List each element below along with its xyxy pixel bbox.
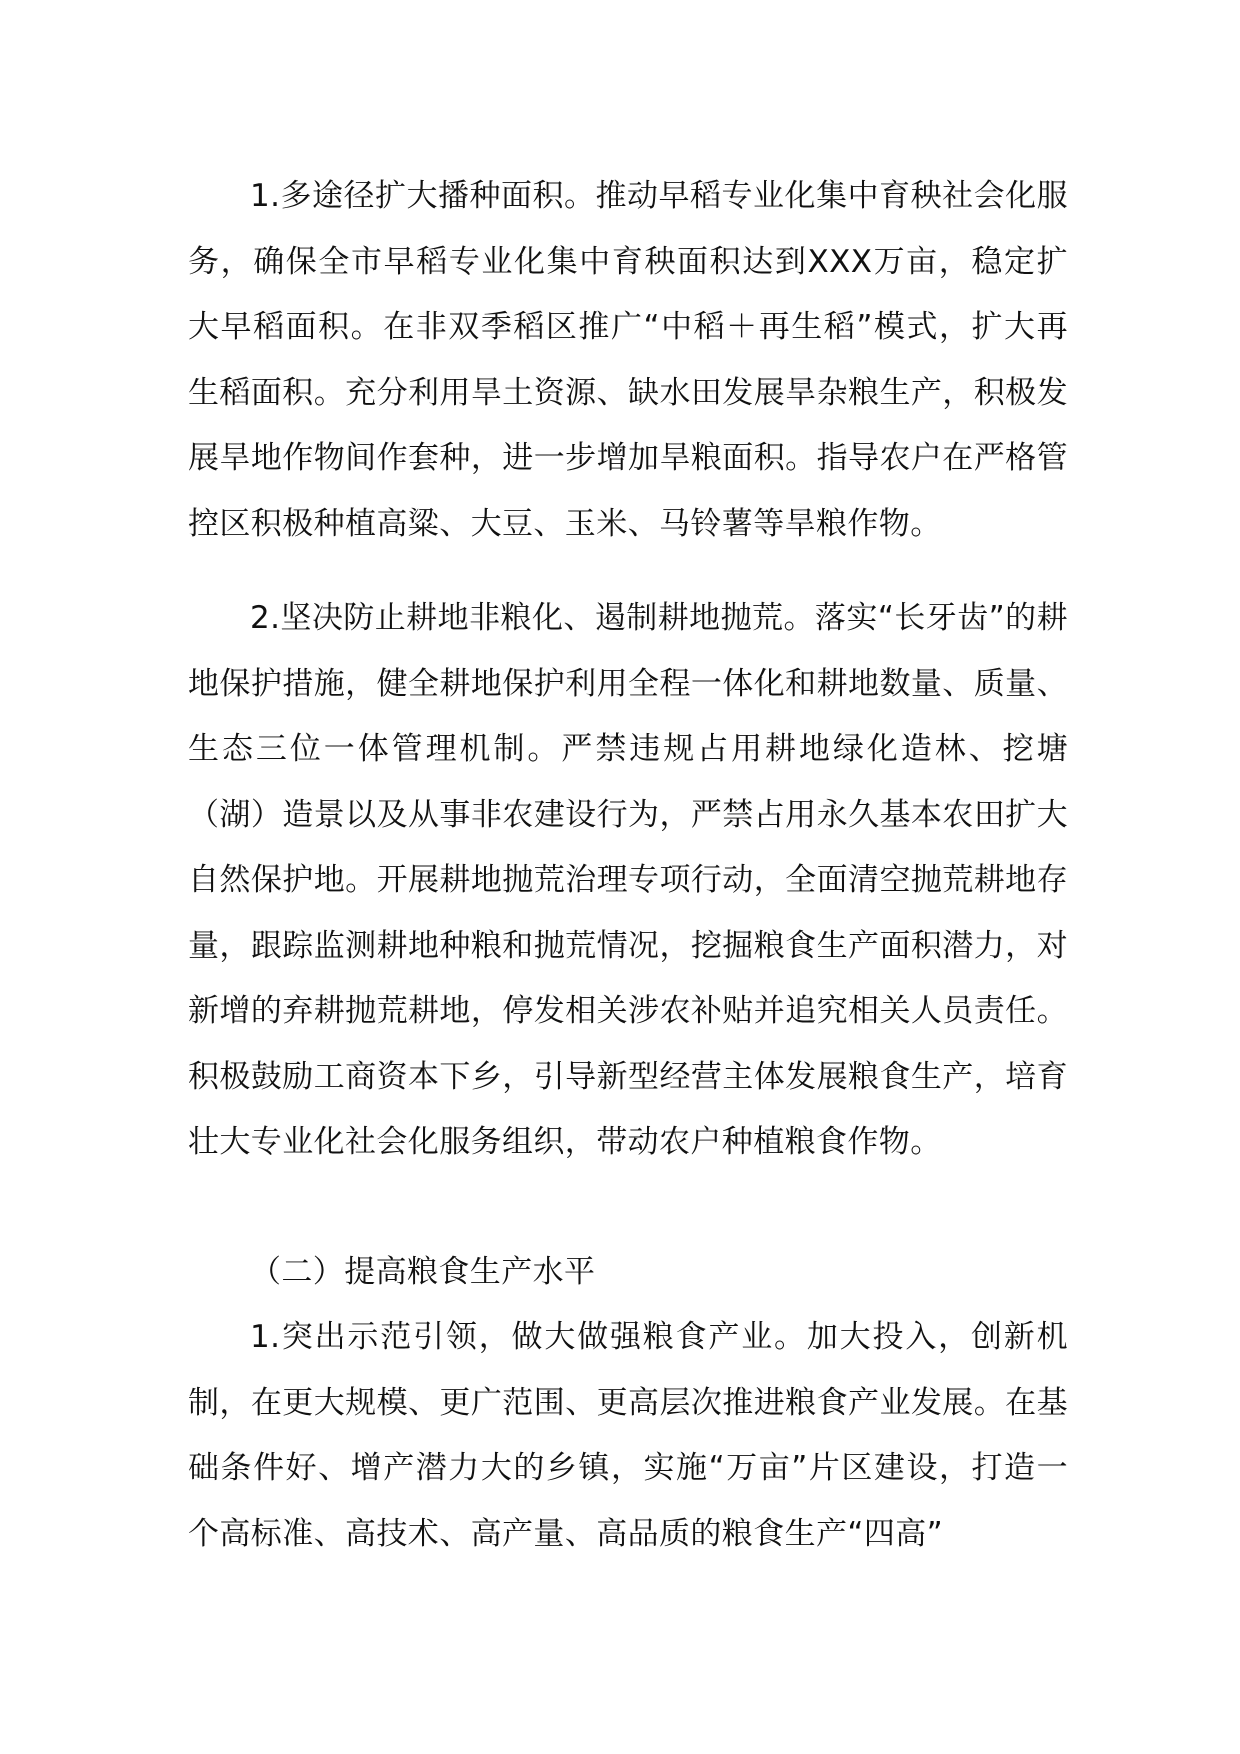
paragraph-prevent-farmland-abandonment: 2.坚决防止耕地非粮化、遏制耕地抛荒。落实“长牙齿”的耕地保护措施，健全耕地保护利用全程一体化和耕地数量、质量、生态三位一体管理机制。严禁违规占用耕地绿化造林、挖塘（湖）造景以及从事非农建设行为，严禁占用永久基本农田扩大自然保护地。开展耕地抛荒治理专项行动，全面清空抛荒耕地存量，跟踪监测耕地种粮和抛荒情况，挖掘粮食生产面积潜力，对新增的弃耕抛荒耕地，停发相关涉农补贴并追究相关人员责任。积极鼓励工商资本下乡，引导新型经营主体发展粮食生产，培育壮大专业化社会化服务组织，带动农户种植粮食作物。 <box>188 600 1068 1160</box>
paragraph-demonstration-leadership: 1.突出示范引领，做大做强粮食产业。加大投入，创新机制，在更大规模、更广范围、更高层次推进粮食产业发展。在基础条件好、增产潜力大的乡镇，实施“万亩”片区建设，打造一个高标准、高技术、高产量、高品质的粮食生产“四高” <box>188 1319 1068 1552</box>
paragraph-expand-sowing-area: 1.多途径扩大播种面积。推动早稻专业化集中育秧社会化服务，确保全市早稻专业化集中育秧面积达到XXX万亩，稳定扩大早稻面积。在非双季稻区推广“中稻＋再生稻”模式，扩大再生稻面积。充分利用旱土资源、缺水田发展旱杂粮生产，积极发展旱地作物间作套种，进一步增加旱粮面积。指导农户在严格管控区积极种植高粱、大豆、玉米、马铃薯等旱粮作物。 <box>188 178 1068 542</box>
section-heading: （二）提高粮食生产水平 <box>250 1254 596 1290</box>
